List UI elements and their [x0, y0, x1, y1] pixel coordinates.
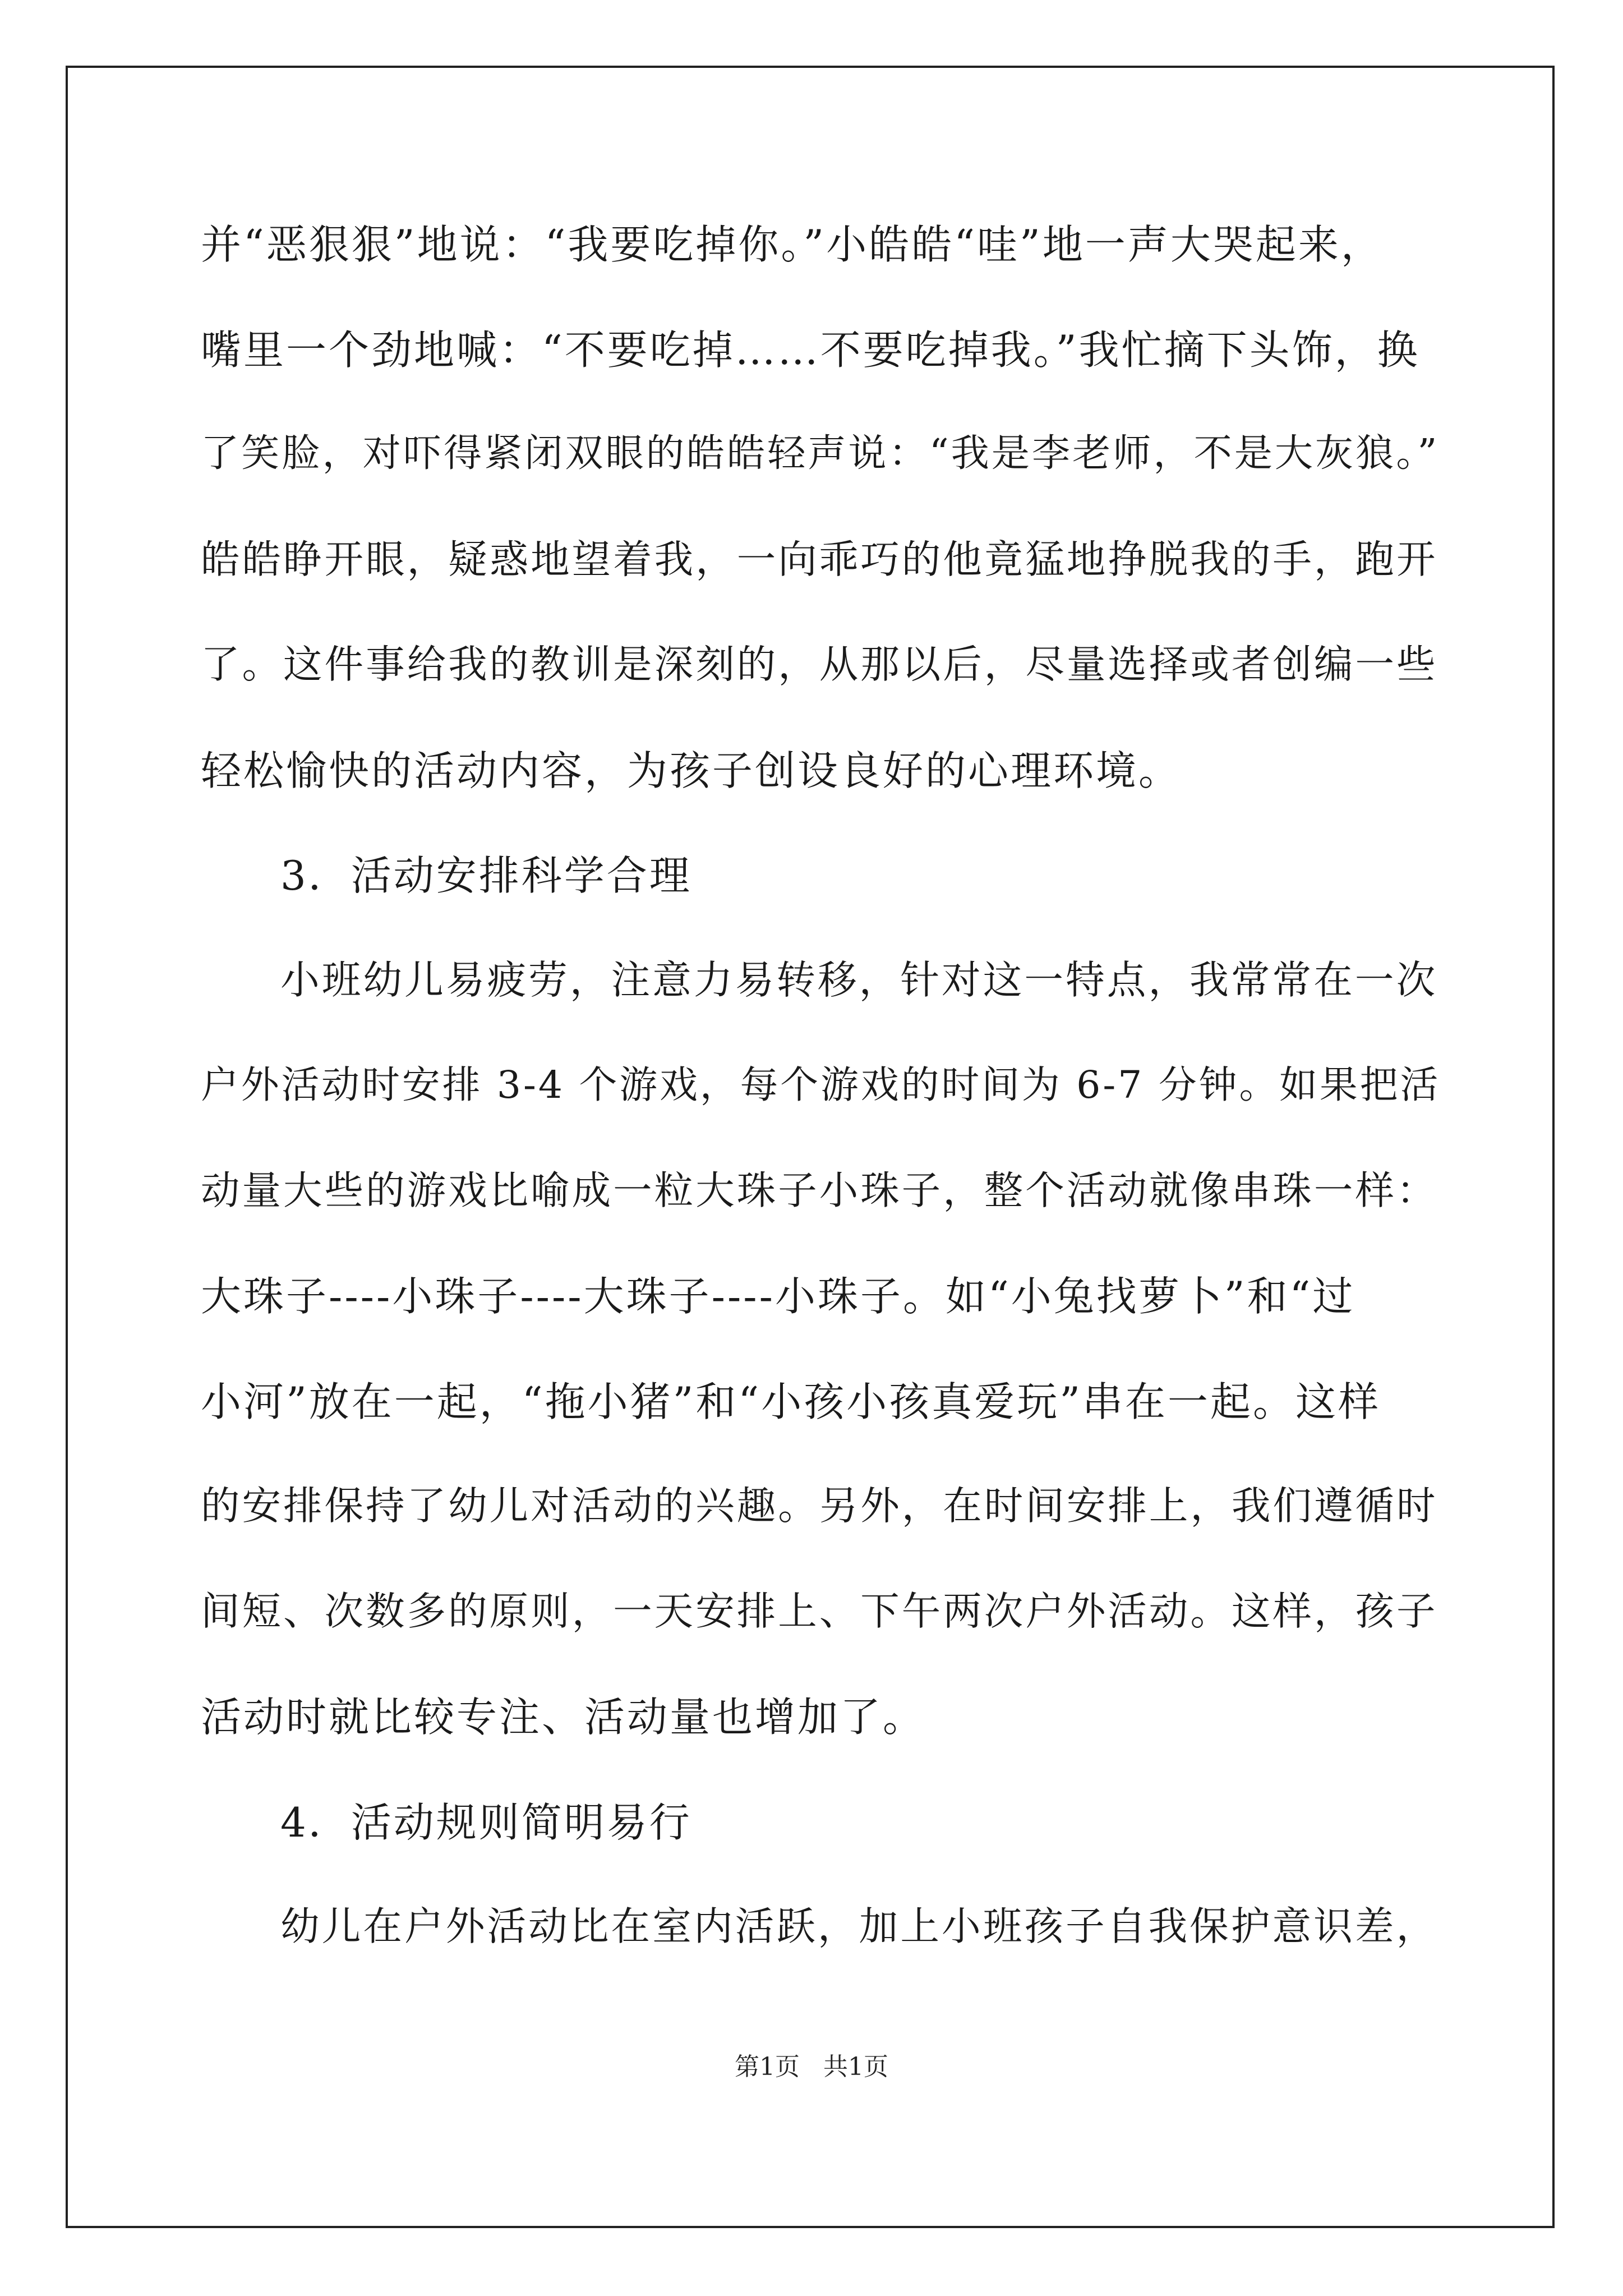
paragraph-line: 皓皓睁开眼，疑惑地望着我，一向乖巧的他竟猛地挣脱我的手，跑开 [201, 537, 1438, 582]
paragraph-line: 了。这件事给我的教训是深刻的，从那以后，尽量选择或者创编一些 [201, 642, 1438, 687]
paragraph-line: 的安排保持了幼儿对活动的兴趣。另外，在时间安排上，我们遵循时 [201, 1483, 1438, 1529]
paragraph-line: 幼儿在户外活动比在室内活跃，加上小班孩子自我保护意识差， [280, 1904, 1438, 1949]
paragraph-line: 户外活动时安排 3-4 个游戏，每个游戏的时间为 6-7 分钟。如果把活 [201, 1062, 1441, 1107]
paragraph-line: 小河”放在一起，“拖小猪”和“小孩小孩真爱玩”串在一起。这样 [201, 1378, 1381, 1425]
paragraph-line: 大珠子----小珠子----大珠子----小珠子。如“小兔找萝卜”和“过 [201, 1273, 1355, 1320]
paragraph-line: 了笑脸，对吓得紧闭双眼的皓皓轻声说：“我是李老师，不是大灰狼。” [201, 431, 1440, 476]
section-heading: 4．活动规则简明易行 [280, 1799, 692, 1846]
paragraph-line: 轻松愉快的活动内容，为孩子创设良好的心理环境。 [201, 747, 1182, 794]
paragraph-line: 活动时就比较专注、活动量也增加了。 [201, 1694, 926, 1741]
paragraph-line: 小班幼儿易疲劳，注意力易转移，针对这一特点，我常常在一次 [280, 958, 1438, 1003]
page-footer [0, 2046, 1623, 2082]
section-heading: 3．活动安排科学合理 [280, 852, 692, 899]
page-number-total: 共1页 [823, 2053, 888, 2081]
page-number-current: 第1页 [735, 2053, 800, 2081]
paragraph-line: 嘴里一个劲地喊：“不要吃掉……不要吃掉我。”我忙摘下头饰，换 [201, 326, 1420, 374]
paragraph-line: 并“恶狠狠”地说：“我要吃掉你。”小皓皓“哇”地一声大哭起来， [201, 221, 1384, 268]
paragraph-line: 间短、次数多的原则，一天安排上、下午两次户外活动。这样，孩子 [201, 1589, 1438, 1634]
paragraph-line: 动量大些的游戏比喻成一粒大珠子小珠子，整个活动就像串珠一样： [201, 1168, 1438, 1213]
